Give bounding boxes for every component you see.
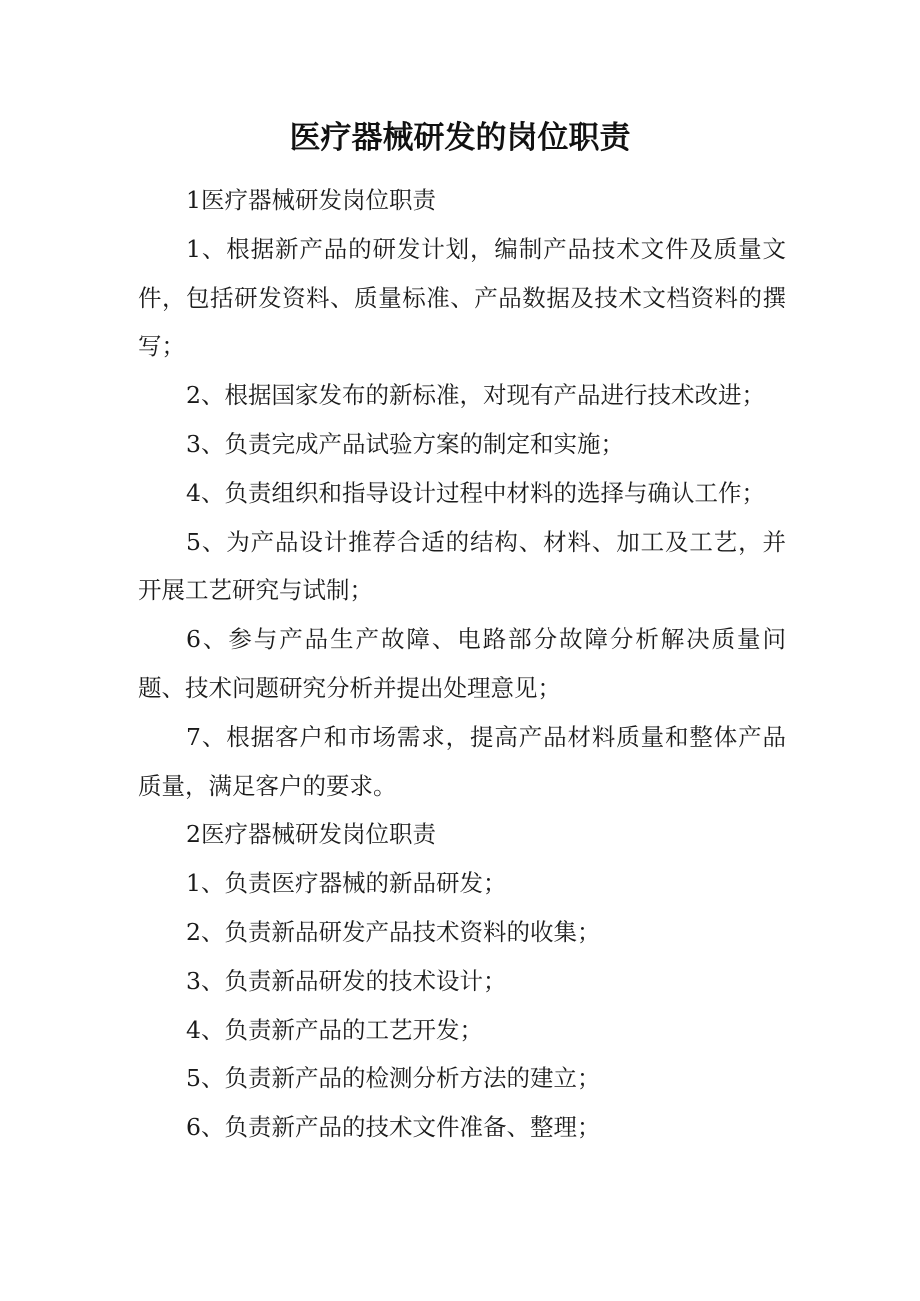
paragraph: 2、负责新品研发产品技术资料的收集； [186,917,601,946]
paragraph: 7、根据客户和市场需求，提高产品材料质量和整体产品质量，满足客户的要求。 [138,722,786,800]
paragraph: 5、负责新产品的检测分析方法的建立； [186,1064,601,1093]
paragraph: 3、负责新品研发的技术设计； [186,966,507,995]
paragraph: 3、负责完成产品试验方案的制定和实施； [186,429,624,458]
paragraph: 4、负责组织和指导设计过程中材料的选择与确认工作； [186,478,765,507]
paragraph: 6、参与产品生产故障、电路部分故障分析解决质量问题、技术问题研究分析并提出处理意见； [138,625,786,702]
document-title: 医疗器械研发的岗位职责 [289,120,631,156]
paragraph: 1、负责医疗器械的新品研发； [186,869,507,898]
paragraph: 4、负责新产品的工艺开发； [186,1015,483,1044]
paragraph: 1、根据新产品的研发计划，编制产品技术文件及质量文件，包括研发资料、质量标准、产品数据及技术文档资料的撰写； [138,234,786,361]
paragraph: 2、根据国家发布的新标准，对现有产品进行技术改进； [186,381,765,410]
paragraph: 6、负责新产品的技术文件准备、整理； [186,1113,601,1142]
paragraph: 5、为产品设计推荐合适的结构、材料、加工及工艺，并开展工艺研究与试制； [138,527,786,605]
section-heading-1: 1医疗器械研发岗位职责 [186,186,436,214]
section-heading-2: 2医疗器械研发岗位职责 [186,820,436,849]
document-body [138,176,786,1152]
